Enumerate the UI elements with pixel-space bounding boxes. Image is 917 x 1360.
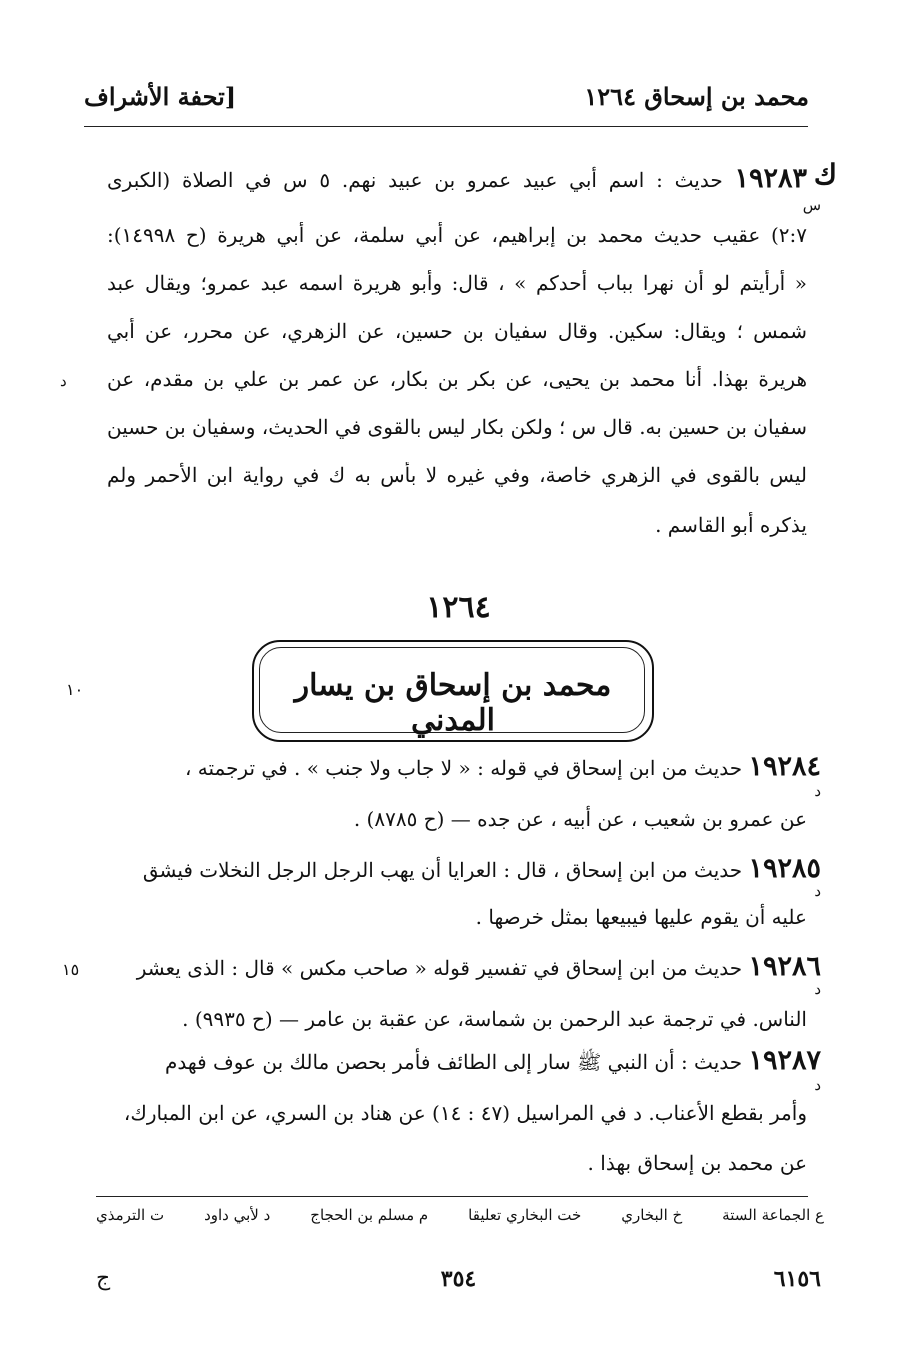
hadith-19284-line-1: ١٩٢٨٤ حديث من ابن إسحاق في قوله : « لا جاب ولا جنب » . في ترجمته ،	[184, 751, 821, 782]
margin-siglum: د	[60, 372, 67, 390]
hadith-19284-line-2: عن عمرو بن شعيب ، عن أبيه ، عن جده — (ح ٨٧٨٥) .	[353, 807, 807, 831]
hadith-19287-line-3: عن محمد بن إسحاق بهذا .	[587, 1151, 807, 1175]
entry-line-6: سفيان بن حسين به. قال س ؛ ولكن بكار ليس بالقوى في الحديث، وسفيان بن حسين	[107, 415, 807, 439]
entry-line-2: ٢:٧) عقيب حديث محمد بن إبراهيم، عن أبي سلمة، عن أبي هريرة (ح ١٤٩٩٨):	[107, 223, 807, 247]
abbreviation-legend	[96, 1206, 824, 1224]
volume-page-number: ٦١٥٦	[773, 1266, 821, 1292]
section-title: محمد بن إسحاق بن يسار المدني	[294, 668, 612, 738]
entry-line-5: هريرة بهذا. أنا محمد بن يحيى، عن بكر بن بكار، عن عمر بن علي بن مقدم، عن	[107, 367, 807, 391]
hadith-19285-line-1: ١٩٢٨٥ حديث من ابن إسحاق ، قال : العرايا أن يهب الرجل الرجل النخلات فيشق	[142, 853, 821, 884]
hadith-19286-line-2: الناس. في ترجمة عبد الرحمن بن شماسة، عن عقبة بن عامر — (ح ٩٩٣٥) .	[182, 1007, 807, 1031]
running-header-right: محمد بن إسحاق ١٢٦٤	[584, 82, 809, 111]
hadith-19285-line-2: عليه أن يقوم عليها فيبيعها بمثل خرصها .	[475, 905, 807, 929]
entry-line-3: « أرأيتم لو أن نهرا بباب أحدكم » ، قال: وأبو هريرة اسمه عبد عمرو؛ ويقال عبد	[107, 271, 807, 295]
entry-line-1: ١٩٢٨٣ حديث : اسم أبي عبيد عمرو بن عبيد نهم. ٥ س في الصلاة (الكبرى	[107, 166, 807, 193]
signature-mark: ج	[96, 1266, 111, 1291]
section-number: ١٢٦٤	[426, 590, 491, 625]
page-number: ٣٥٤	[440, 1266, 477, 1292]
abbreviation: خ البخاري	[621, 1206, 683, 1224]
hadith-number: ١٩٢٨٧	[748, 1045, 821, 1076]
hadith-number: ١٩٢٨٤	[748, 751, 821, 782]
hadith-19287-line-2: وأمر بقطع الأعناب. د في المراسيل (٤٧ : ١٤) عن هناد بن السري، عن ابن المبارك،	[123, 1101, 807, 1125]
abbreviation: خت البخاري تعليقا	[468, 1206, 582, 1224]
margin-line-number: ١٥	[62, 960, 80, 979]
hadith-19287-line-1: ١٩٢٨٧ حديث : أن النبي ﷺ سار إلى الطائف فأمر بحصن مالك بن عوف فهدم	[164, 1045, 821, 1076]
header-rule	[84, 126, 808, 127]
hadith-number: ١٩٢٨٥	[748, 853, 821, 884]
entry-line-7: ليس بالقوى في الزهري خاصة، وفي غيره لا بأس به ك في رواية ابن الأحمر ولم	[107, 463, 807, 487]
running-header-left: [تحفة الأشراف	[84, 82, 237, 111]
abbreviation: ع الجماعة الستة	[722, 1206, 824, 1224]
entry-line-8: يذكره أبو القاسم .	[655, 513, 807, 537]
hadith-19286-line-1: ١٩٢٨٦ حديث من ابن إسحاق في تفسير قوله « صاحب مكس » قال : الذى يعشر	[136, 951, 821, 982]
hadith-number: ١٩٢٨٦	[748, 951, 821, 982]
footnote-rule	[96, 1196, 808, 1197]
abbreviation: ت الترمذي	[96, 1206, 165, 1224]
hadith-siglum: د	[814, 980, 821, 998]
hadith-siglum: د	[814, 782, 821, 800]
hadith-siglum: د	[814, 1076, 821, 1094]
margin-line-number: ١٠	[66, 680, 84, 699]
hadith-number: ١٩٢٨٣	[734, 166, 807, 193]
abbreviation: م مسلم بن الحجاج	[310, 1206, 429, 1224]
abbreviation: د لأبي داود	[204, 1206, 271, 1224]
entry-marker-sub: س	[802, 196, 821, 214]
hadith-siglum: د	[814, 882, 821, 900]
entry-line-4: شمس ؛ ويقال: سكين. وقال سفيان بن حسين، عن الزهري، عن محرر، عن أبي	[107, 319, 807, 343]
entry-marker: ك	[813, 158, 837, 191]
